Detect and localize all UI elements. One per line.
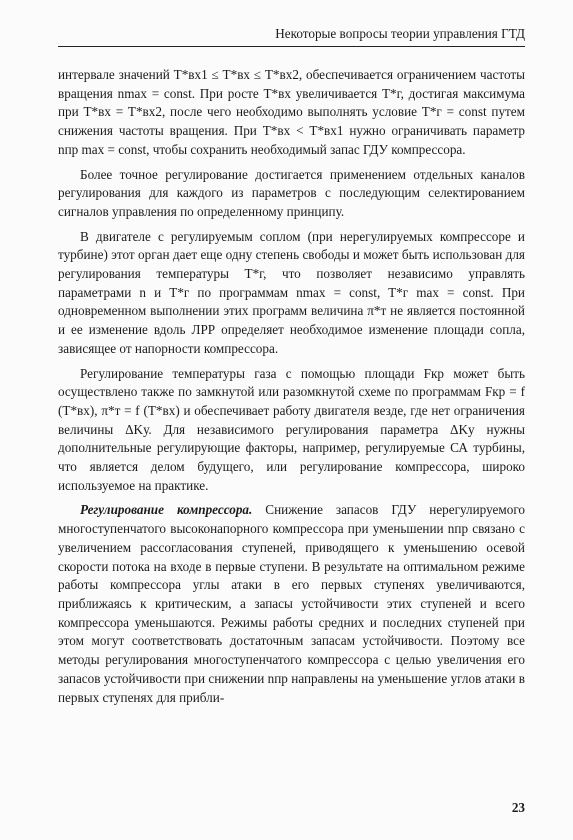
paragraph-text: интервале значений T*вх1 ≤ T*вх ≤ T*вх2, обеспечивается ограничением частоты вращения nmax = const. При росте T*вх увеличивается T*г, достигая максимума при T*вх = T*вх2, после чего необходимо выполнять условие T*г = const путем снижения частоты вращения. При T*вх < T*вх1 нужно ограничивать параметр nпр max = const, чтобы сохранить необходимый запас ГДУ компрессора. [58, 67, 525, 157]
paragraph-text: Более точное регулирование достигается применением отдельных каналов регулирования для каждого из параметров с последующим селектированием сигналов управления по определенному принципу. [58, 166, 525, 219]
section-paragraph [58, 501, 525, 707]
running-header [58, 22, 525, 47]
paragraph-text: В двигателе с регулируемым соплом (при нерегулируемых компрессоре и турбине) этот орган дает еще одну степень свободы и может быть использован для регулирования температуры T*г, что позволяет независимо управлять параметрами n и T*г по программам nmax = const, T*г max = const. При одновременном выполнении этих программ величина π*т не является постоянной и ее изменение вдоль ЛРР определяет необходимое изменение площади сопла, зависящее от напорности компрессора. [58, 228, 525, 356]
paragraph [58, 166, 525, 222]
section-heading: Регулирование компрессора. [80, 502, 253, 518]
paragraph [58, 228, 525, 359]
paragraph-text: Снижение запасов ГДУ нерегулируемого многоступенчатого высоконапорного компрессора при уменьшении nпр связано с увеличением рассогласования ступеней, приводящего к уменьшению осевой скорости потока на входе в первые ступени. В результате на оптимальном режиме работы компрессора углы атаки в его первых ступенях увеличиваются, приближаясь к критическим, а запасы устойчивости этих ступеней и всего компрессора уменьшаются. Режимы работы средних и последних ступеней при этом могут соответствовать достаточным запасам устойчивости. Поэтому все методы регулирования многоступенчатого компрессора с целью увеличения его запасов устойчивости при снижении nпр направлены на уменьшение углов атаки в первых ступенях для прибли- [58, 502, 525, 705]
running-title: Некоторые вопросы теории управления ГТД [275, 26, 525, 41]
page-body [58, 66, 525, 713]
paragraph [58, 66, 525, 160]
page-number: 23 [511, 800, 525, 815]
paragraph [58, 365, 525, 496]
paragraph-text: Регулирование температуры газа с помощью площади Fкр может быть осуществлено также по замкнутой или разомкнутой схеме по программам Fкр = f (T*вх), π*т = f (T*вх) и обеспечивает работу двигателя везде, где нет ограничения величины ΔKу. Для независимого регулирования параметра ΔKу нужны дополнительные регулирующие факторы, например, регулируемые СА турбины, что является делом будущего, или регулирование компрессора, широко используемое на практике. [58, 365, 525, 493]
